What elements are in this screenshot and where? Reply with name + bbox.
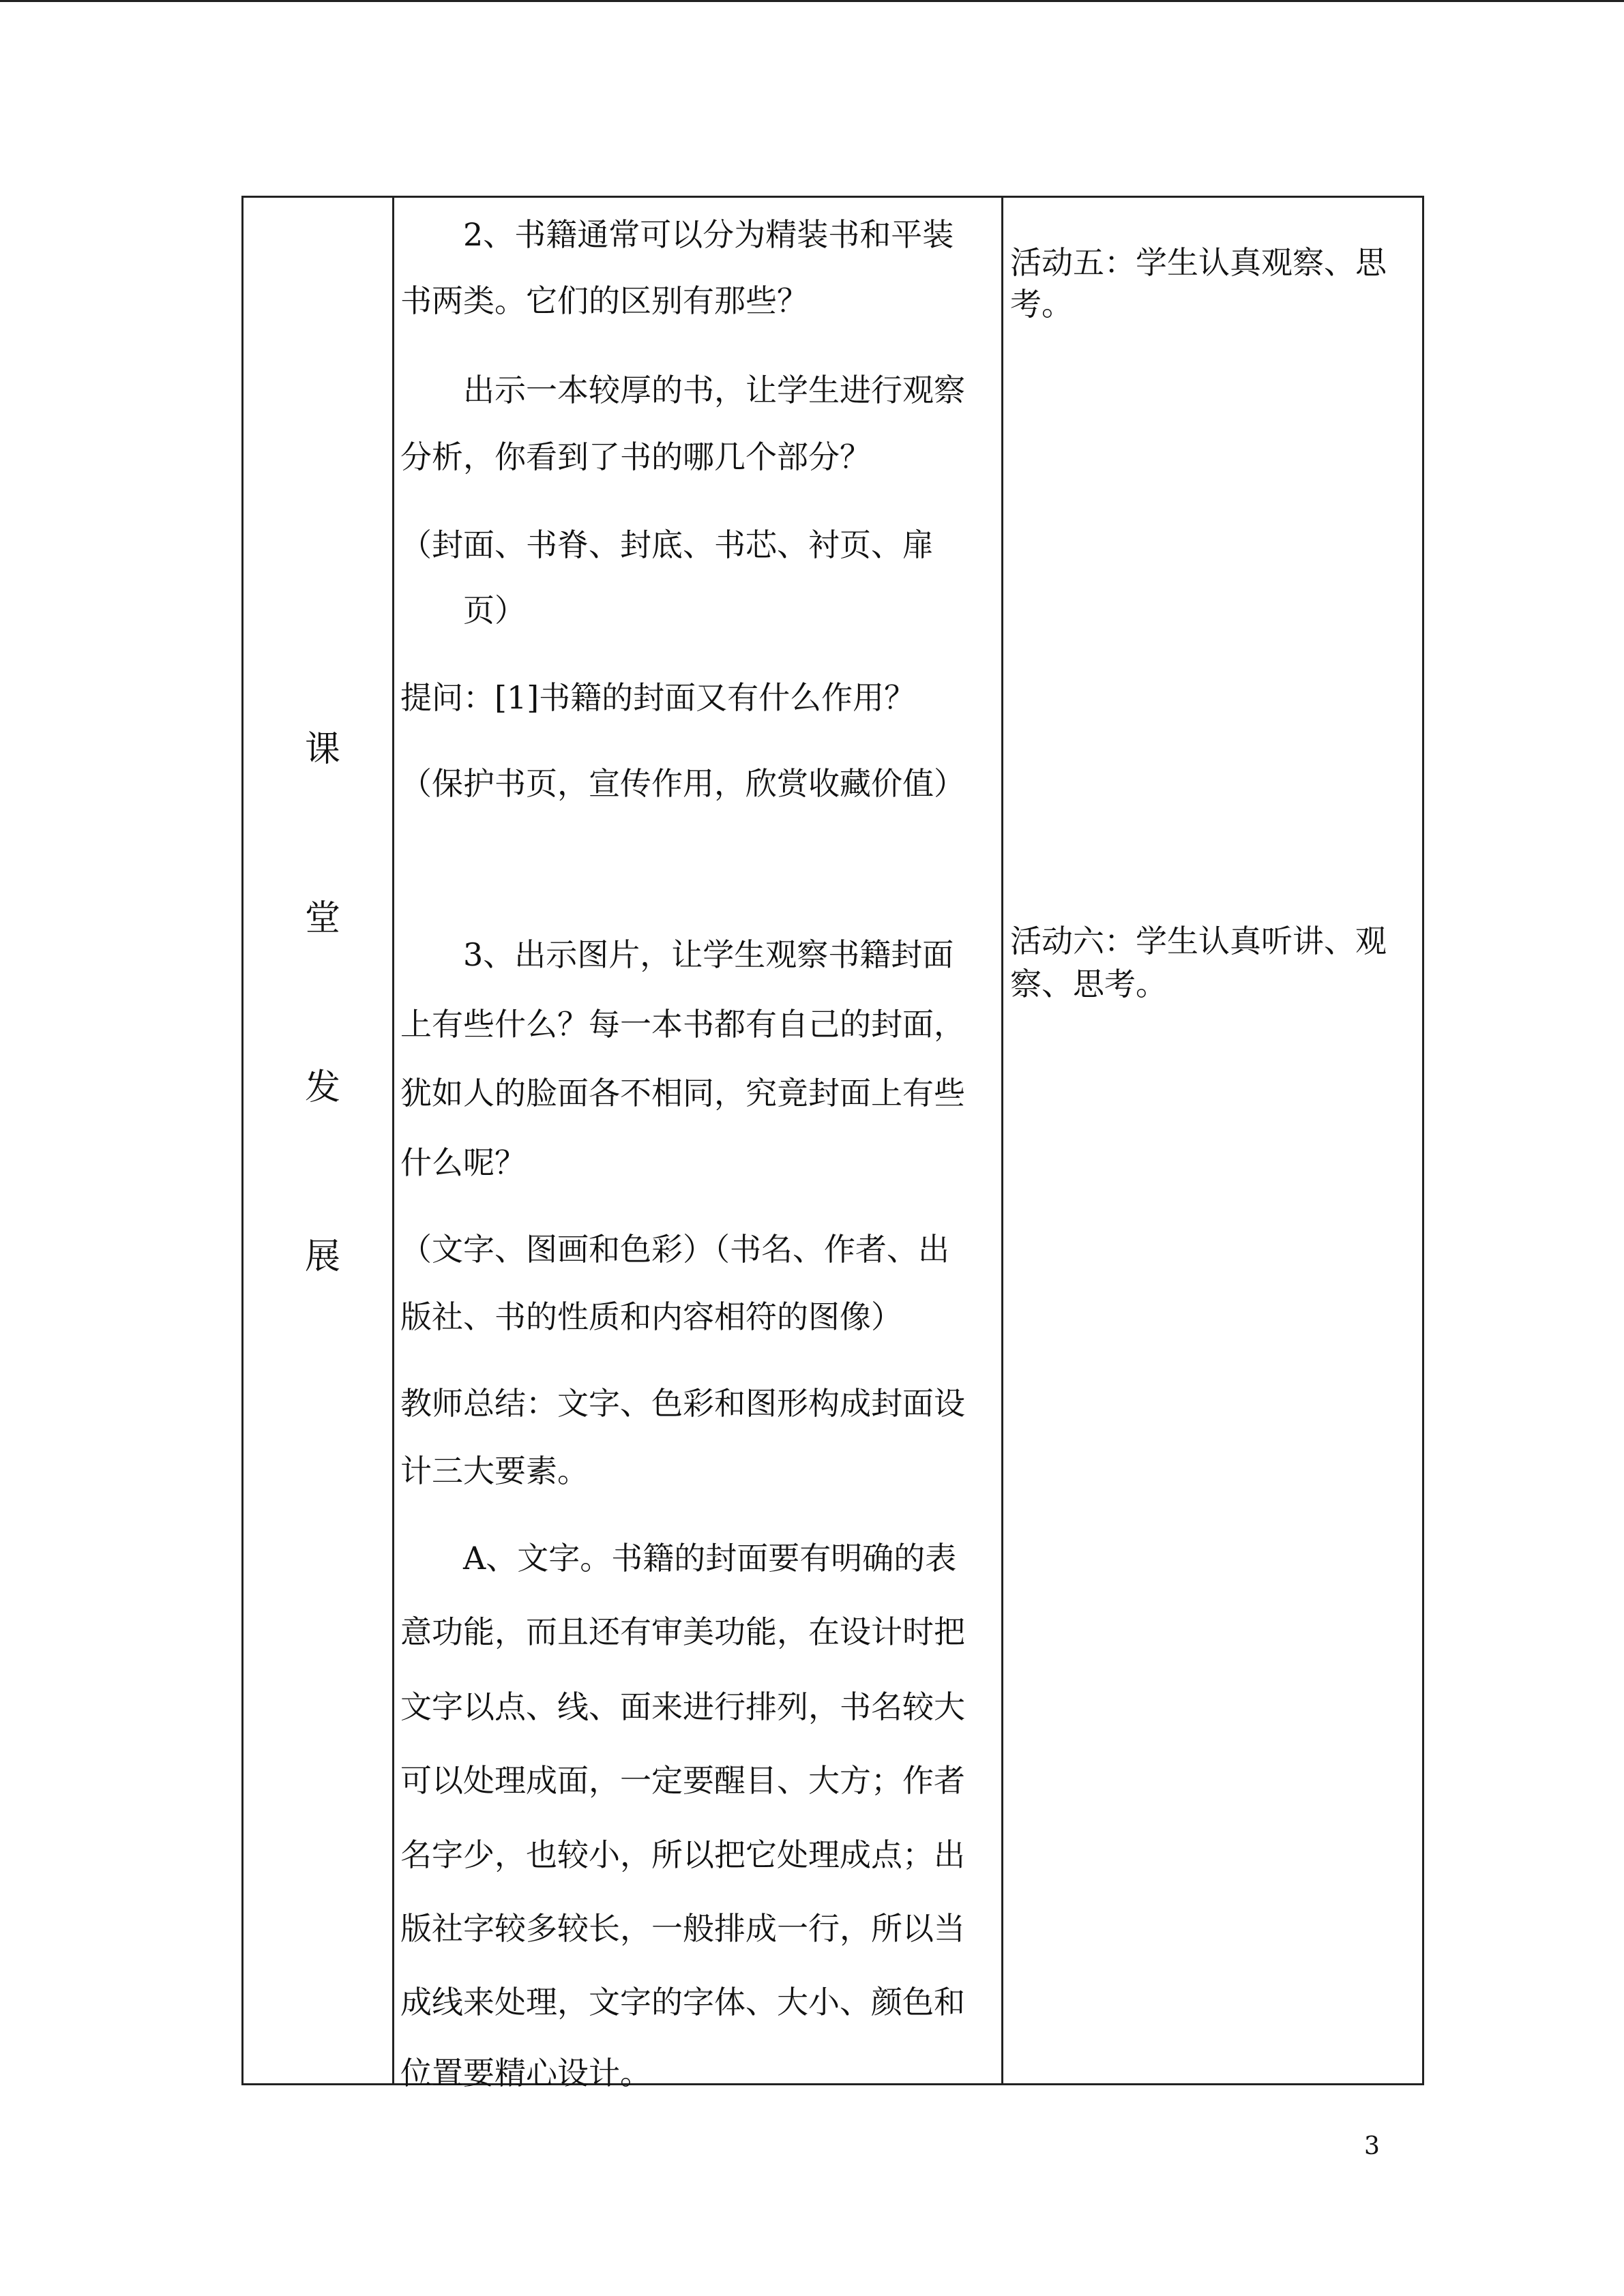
content-line: 计三大要素。 xyxy=(400,1452,589,1489)
content-line: 分析，你看到了书的哪几个部分？ xyxy=(400,438,871,475)
content-line: 意功能，而且还有审美功能，在设计时把 xyxy=(400,1613,965,1650)
section-label-char-1: 课 xyxy=(305,729,341,770)
section-label-char-2: 堂 xyxy=(305,898,341,939)
content-line: 名字少，也较小，所以把它处理成点；出 xyxy=(400,1836,965,1873)
content-line: 什么呢？ xyxy=(400,1144,526,1181)
content-line: （文字、图画和色彩）（书名、作者、出 xyxy=(400,1231,949,1268)
section-label-char-3: 发 xyxy=(305,1067,341,1108)
content-line: （保护书页，宣传作用，欣赏收藏价值） xyxy=(400,765,965,802)
content-line: 版社字较多较长，一般排成一行，所以当 xyxy=(400,1910,965,1947)
column-divider-2 xyxy=(1001,198,1003,2083)
activity-line: 考。 xyxy=(1010,286,1073,323)
column-divider-1 xyxy=(392,198,394,2083)
content-line: 2、书籍通常可以分为精装书和平装 xyxy=(400,216,954,253)
activity-line: 活动五：学生认真观察、思 xyxy=(1010,244,1387,281)
content-line: 书两类。它们的区别有那些？ xyxy=(400,282,808,319)
activity-line: 察、思考。 xyxy=(1010,966,1167,1002)
content-line: 成线来处理，文字的字体、大小、颜色和 xyxy=(400,1984,965,2021)
activity-line: 活动六：学生认真听讲、观 xyxy=(1010,923,1387,959)
section-label-char-4: 展 xyxy=(305,1236,341,1277)
content-line: 可以处理成面，一定要醒目、大方；作者 xyxy=(400,1762,965,1799)
content-line: 犹如人的脸面各不相同，究竟封面上有些 xyxy=(400,1075,965,1112)
lesson-plan-table xyxy=(241,196,1424,2091)
content-line: （封面、书脊、封底、书芯、衬页、扉 xyxy=(400,526,934,563)
content-line: 文字以点、线、面来进行排列，书名较大 xyxy=(400,1688,965,1725)
content-line: 提问：[1]书籍的封面又有什么作用？ xyxy=(400,679,916,716)
content-line: A、文字。书籍的封面要有明确的表 xyxy=(400,1540,957,1577)
content-line: 位置要精心设计。 xyxy=(400,2055,651,2091)
content-line: 出示一本较厚的书，让学生进行观察 xyxy=(400,372,965,408)
content-line: 上有些什么？每一本书都有自己的封面， xyxy=(400,1006,965,1043)
content-line: 3、出示图片，让学生观察书籍封面 xyxy=(400,936,954,973)
content-line: 页） xyxy=(400,592,526,629)
content-line: 版社、书的性质和内容相符的图像） xyxy=(400,1298,902,1335)
page-number: 3 xyxy=(1364,2132,1380,2160)
content-line: 教师总结：文字、色彩和图形构成封面设 xyxy=(400,1385,965,1422)
page-top-border xyxy=(0,0,1624,2)
